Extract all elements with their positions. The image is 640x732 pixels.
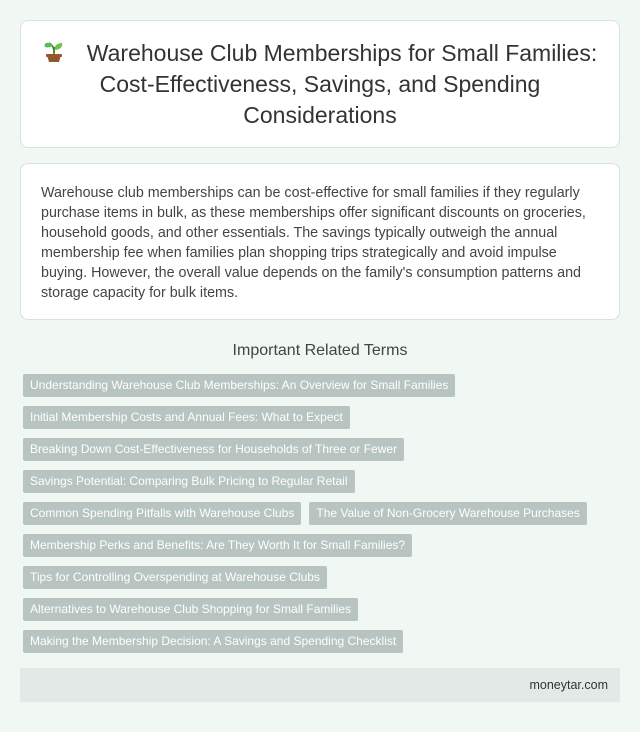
sprout-icon bbox=[43, 39, 65, 63]
tag-row bbox=[23, 566, 623, 589]
related-term-tag[interactable]: Initial Membership Costs and Annual Fees: What to Expect bbox=[23, 406, 350, 429]
intro-paragraph: Warehouse club memberships can be cost-effective for small families if they regularly purchase items in bulk, as these memberships offer significant discounts on groceries, household goods, and other essentials. The savings typically outweigh the annual membership fee when families plan shopping trips strategically and avoid impulse buying. However, the overall value depends on the family's consumption patterns and storage capacity for bulk items. bbox=[41, 185, 586, 301]
related-terms-list bbox=[23, 374, 623, 662]
title-card bbox=[20, 20, 620, 148]
page-title-text: Warehouse Club Memberships for Small Families: Cost-Effectiveness, Savings, and Spending Considerations bbox=[86, 39, 598, 128]
tag-row bbox=[23, 598, 623, 621]
footer bbox=[20, 668, 620, 702]
related-term-tag[interactable]: The Value of Non-Grocery Warehouse Purchases bbox=[309, 502, 586, 525]
related-term-tag[interactable]: Alternatives to Warehouse Club Shopping for Small Families bbox=[23, 598, 358, 621]
tag-row bbox=[23, 406, 623, 429]
tag-row bbox=[23, 502, 623, 525]
related-term-tag[interactable]: Understanding Warehouse Club Memberships: An Overview for Small Families bbox=[23, 374, 455, 397]
tag-row bbox=[23, 438, 623, 461]
footer-site-link[interactable]: moneytar.com bbox=[529, 678, 608, 692]
related-term-tag[interactable]: Membership Perks and Benefits: Are They Worth It for Small Families? bbox=[23, 534, 412, 557]
related-term-tag[interactable]: Making the Membership Decision: A Savings and Spending Checklist bbox=[23, 630, 403, 653]
tag-row bbox=[23, 534, 623, 557]
tag-row bbox=[23, 470, 623, 493]
tag-row bbox=[23, 374, 623, 397]
tag-row bbox=[23, 630, 623, 653]
related-term-tag[interactable]: Common Spending Pitfalls with Warehouse Clubs bbox=[23, 502, 301, 525]
related-term-tag[interactable]: Tips for Controlling Overspending at Warehouse Clubs bbox=[23, 566, 327, 589]
page-title bbox=[41, 38, 599, 131]
related-term-tag[interactable]: Savings Potential: Comparing Bulk Pricing to Regular Retail bbox=[23, 470, 355, 493]
related-terms-heading: Important Related Terms bbox=[232, 342, 408, 359]
intro-card bbox=[20, 163, 620, 320]
related-term-tag[interactable]: Breaking Down Cost-Effectiveness for Households of Three or Fewer bbox=[23, 438, 404, 461]
